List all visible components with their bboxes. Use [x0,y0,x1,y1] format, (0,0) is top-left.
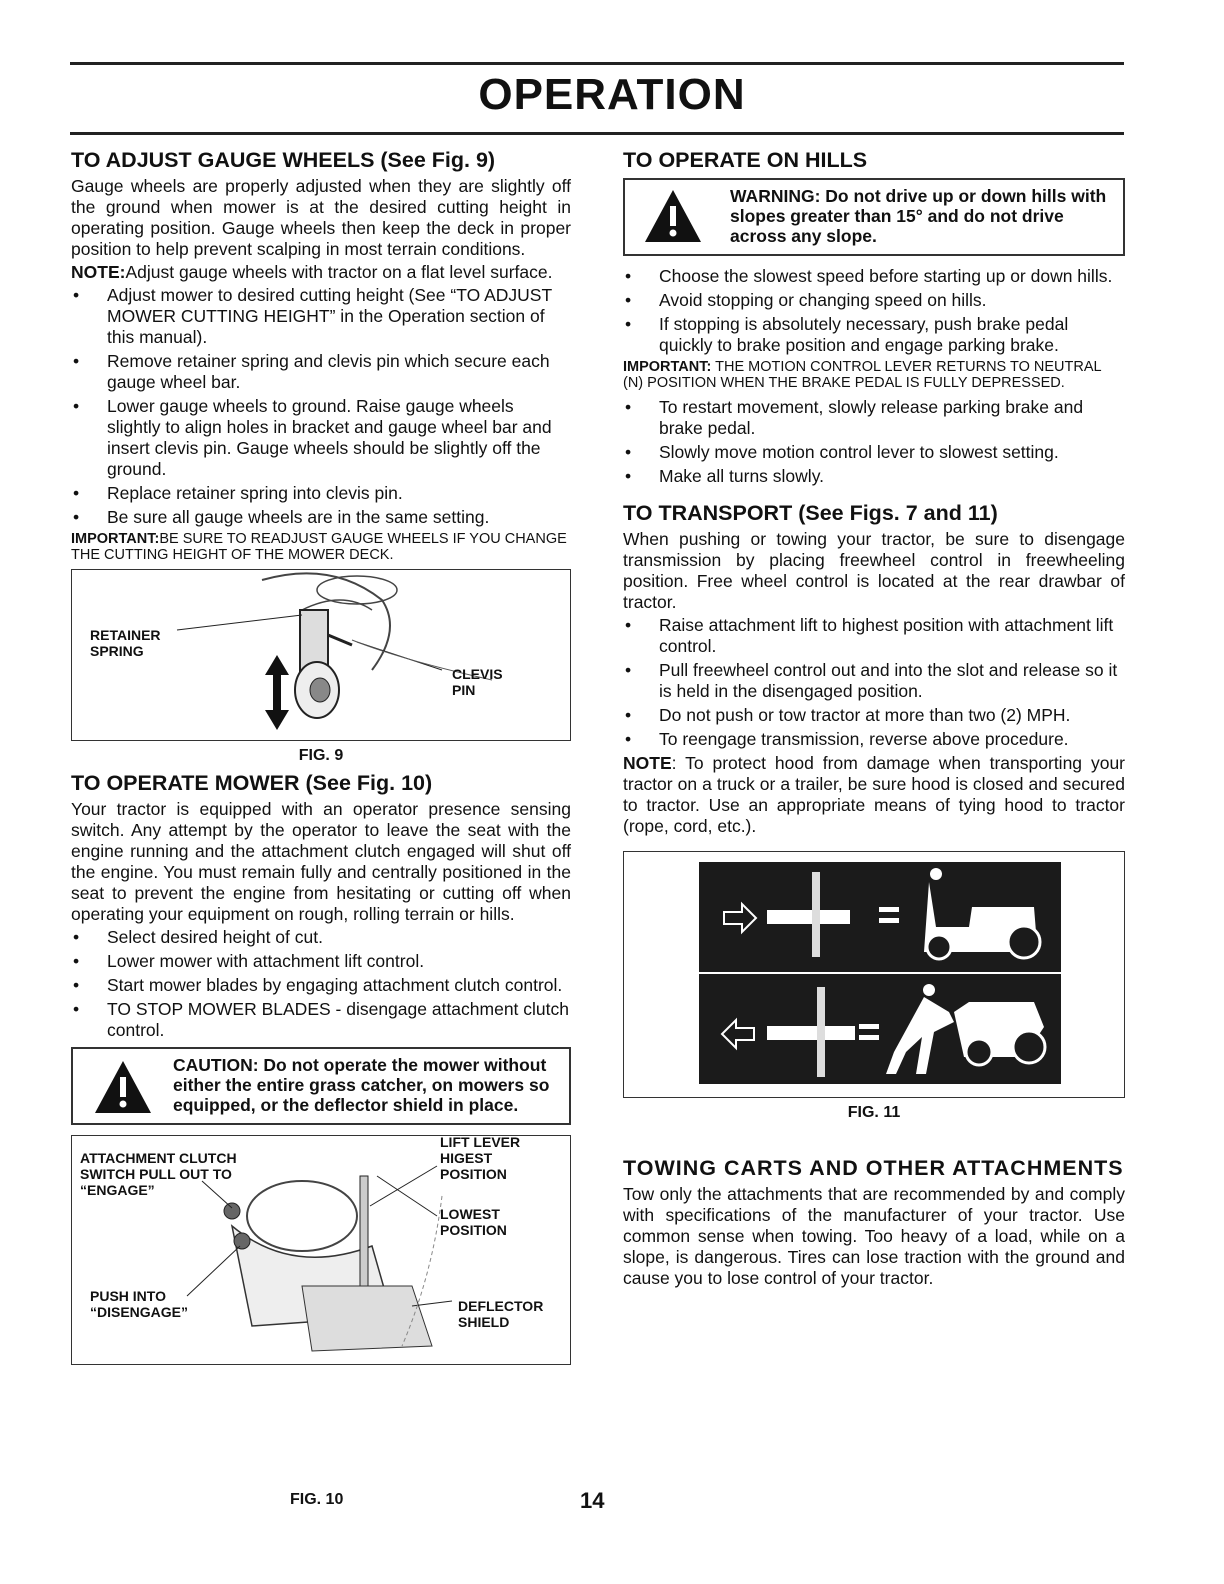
fig10-label-lift-lever: LIFT LEVER [440,1134,521,1150]
list-item: • Start mower blades by engaging attachment clutch control. [71,975,571,996]
left-column [71,148,571,1365]
right-column [623,148,1125,1291]
hills-important-label: IMPORTANT: [623,359,712,375]
fig9-label-clevis-pin: CLEVIS PIN [452,666,503,698]
mower-bullet-list [71,927,571,1041]
mower-heading: TO OPERATE MOWER (See Fig. 10) [71,771,433,795]
mower-paragraph: Your tractor is equipped with an operator presence sensing switch. Any attempt by the operator to leave the seat with the engine running and the attachment clutch engaged will shut off the engine. You must remain fully and centrally positioned in the seat to prevent the engine from hesitating or cutting off when operating your equipment on rough, rolling terrain or hills. [71,799,571,924]
warning-text: WARNING: Do not drive up or down hills with slopes greater than 15° and do not drive across any slope. [730,186,1107,246]
towing-paragraph: Tow only the attachments that are recommended by and comply with specifications of the manufacturer of your tractor. Use common sense when towing. Too heavy of a load, while on a slope, is dangerous. Tires can lose traction with the ground and cause you to lose control of your tractor. [623,1184,1125,1288]
list-item: • To restart movement, slowly release parking brake and brake pedal. [623,397,1125,439]
list-item: • If stopping is absolutely necessary, push brake pedal quickly to brake position and engage parking brake. [623,314,1125,356]
transport-note [623,753,1125,837]
warning-triangle-icon [93,1059,153,1115]
list-item: • Make all turns slowly. [623,466,1125,487]
list-item: • Do not push or tow tractor at more than two (2) MPH. [623,705,1125,726]
title-rule [70,132,1124,135]
caution-text: CAUTION: Do not operate the mower without either the entire grass catcher, on mowers so equipped, or the deflector shield in place. [173,1055,550,1115]
gauge-important-label: IMPORTANT: [71,531,160,547]
list-item: • To reengage transmission, reverse above procedure. [623,729,1125,750]
transport-note-text: : To protect hood from damage when transporting your tractor on a truck or a trailer, be sure hood is closed and secured to tractor. Use an appropriate means of tying hood to tractor (rope, cord, etc.). [623,753,1125,836]
list-item: • Pull freewheel control out and into the slot and release so it is held in the disengaged position. [623,660,1125,702]
transport-note-label: NOTE [623,753,672,773]
fig10-caption: FIG. 10 [290,1491,344,1508]
hills-bullet-list-2 [623,397,1125,487]
gauge-important-text: BE SURE TO READJUST GAUGE WHEELS IF YOU CHANGE THE CUTTING HEIGHT OF THE MOWER DECK. [71,531,567,563]
list-item: • Replace retainer spring into clevis pin. [71,483,571,504]
list-item: • TO STOP MOWER BLADES - disengage attachment clutch control. [71,999,571,1041]
hills-important-text: THE MOTION CONTROL LEVER RETURNS TO NEUTRAL (N) POSITION WHEN THE BRAKE PEDAL IS FULLY DEPRESSED. [623,359,1102,391]
gauge-note-label: NOTE: [71,262,126,282]
transport-heading: TO TRANSPORT (See Figs. 7 and 11) [623,501,998,525]
top-rule [70,62,1124,65]
transport-bullet-list [623,615,1125,750]
list-item: • Adjust mower to desired cutting height (See “TO ADJUST MOWER CUTTING HEIGHT” in the Operation section of this manual). [71,285,571,348]
fig9-caption: FIG. 9 [298,747,344,764]
hills-bullet-list [623,266,1125,356]
list-item: • Slowly move motion control lever to slowest setting. [623,442,1125,463]
list-item: • Select desired height of cut. [71,927,571,948]
fig11-caption: FIG. 11 [847,1104,901,1121]
fig9-label-retainer-spring: RETAINER SPRING [90,627,161,659]
fig10-label-highest-position: HIGEST POSITION [440,1150,507,1182]
hills-heading: TO OPERATE ON HILLS [623,148,868,172]
warning-triangle-icon [643,188,703,244]
transport-paragraph: When pushing or towing your tractor, be sure to disengage transmission by placing freewheel control in freewheeling position. Free wheel control is located at the rear drawbar of tractor. [623,529,1125,612]
towing-heading: TOWING CARTS AND OTHER ATTACHMENTS [623,1156,1124,1180]
gauge-heading: TO ADJUST GAUGE WHEELS (See Fig. 9) [71,148,496,172]
gauge-note-text: Adjust gauge wheels with tractor on a flat level surface. [125,262,553,282]
fig10-label-clutch-switch: ATTACHMENT CLUTCH SWITCH PULL OUT TO “ENGAGE” [80,1150,237,1198]
fig10-label-deflector-shield: DEFLECTOR SHIELD [458,1298,544,1330]
page-title: OPERATION [478,70,746,119]
list-item: • Raise attachment lift to highest position with attachment lift control. [623,615,1125,657]
list-item: • Lower mower with attachment lift control. [71,951,571,972]
fig10-label-lowest-position: LOWEST POSITION [440,1206,507,1238]
list-item: • Remove retainer spring and clevis pin which secure each gauge wheel bar. [71,351,571,393]
fig10-box [71,1135,571,1365]
gauge-paragraph: Gauge wheels are properly adjusted when they are slightly off the ground when mower is at the desired cutting height in operating position. Gauge wheels then keep the deck in proper position to help prevent scalping in most terrain conditions. [71,176,571,259]
list-item: • Avoid stopping or changing speed on hills. [623,290,1125,311]
list-item: • Choose the slowest speed before starting up or down hills. [623,266,1125,287]
hills-important [623,359,1125,391]
list-item: • Lower gauge wheels to ground. Raise gauge wheels slightly to align holes in bracket and gauge wheel bar and insert clevis pin. Gauge wheels should be slightly off the ground. [71,396,571,480]
gauge-note [71,262,571,283]
gauge-important [71,531,571,563]
fig11-box [623,851,1125,1098]
list-item: • Be sure all gauge wheels are in the same setting. [71,507,571,528]
gauge-bullet-list [71,285,571,528]
page-number: 14 [580,1488,605,1513]
warning-box [623,178,1125,256]
caution-box [71,1047,571,1125]
fig11-illustration [624,852,1124,1097]
fig10-label-push-into: PUSH INTO “DISENGAGE” [90,1288,189,1320]
fig9-box [71,569,571,741]
